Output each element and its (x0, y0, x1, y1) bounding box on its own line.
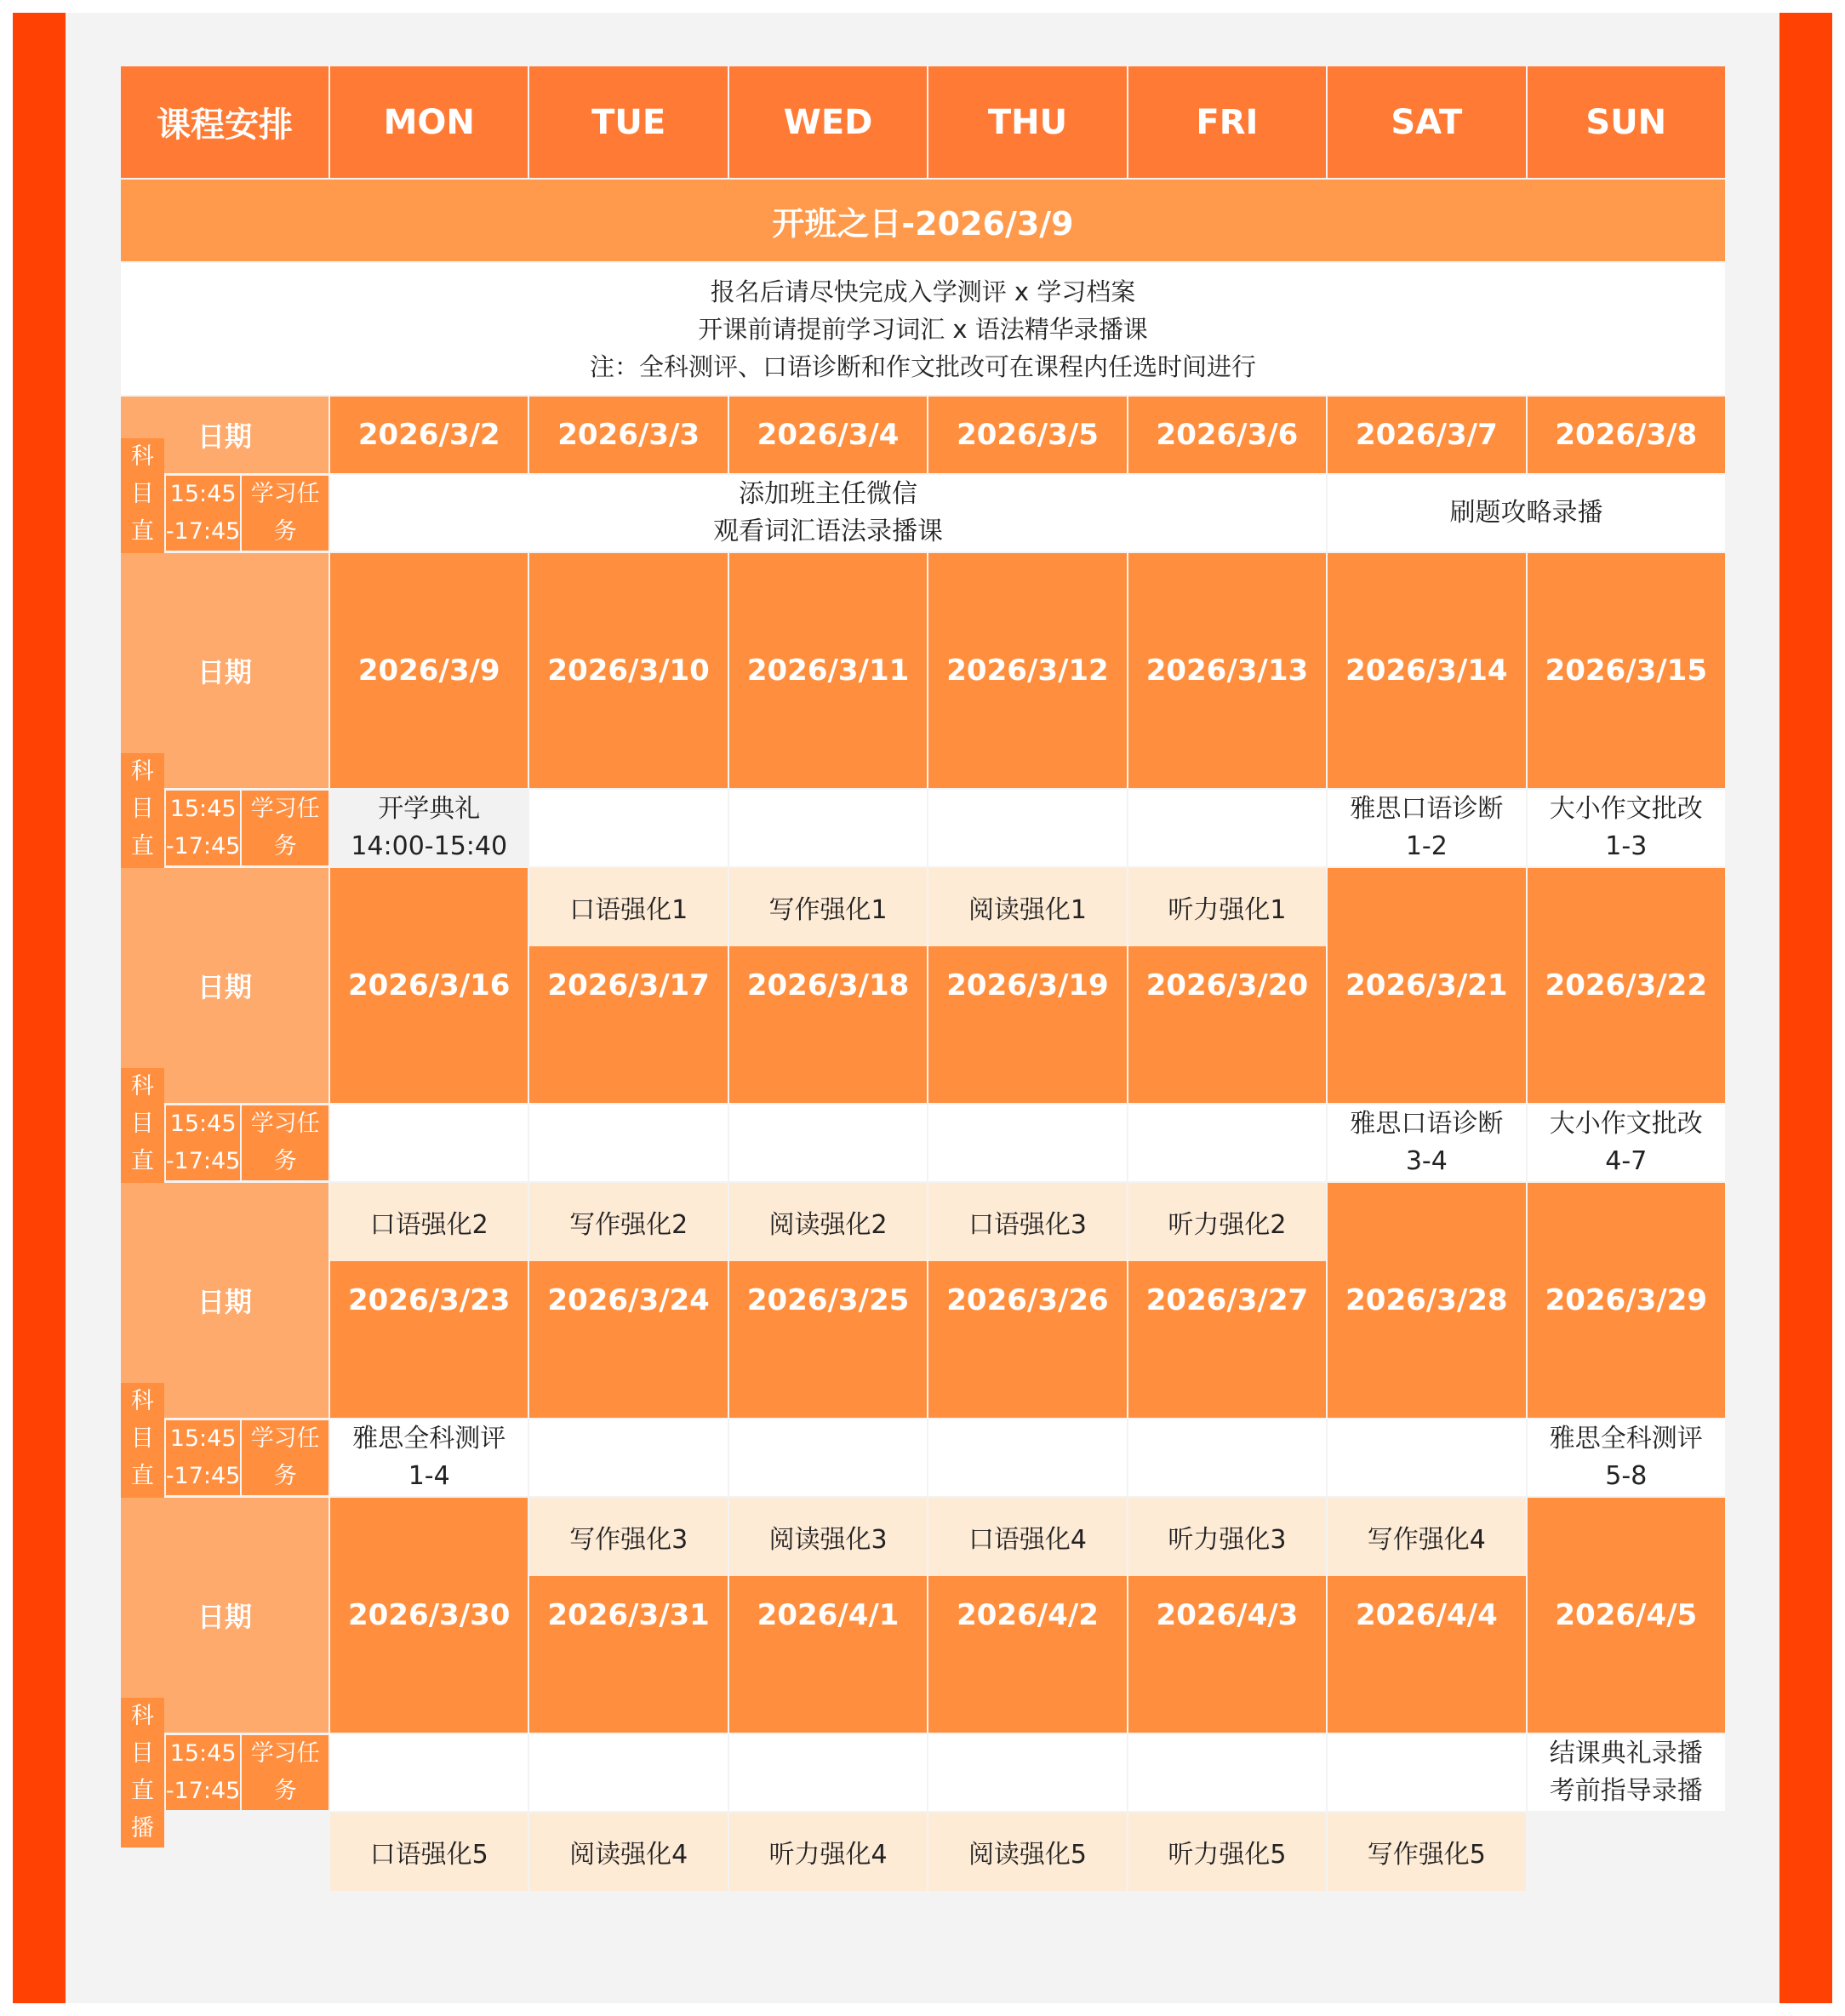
date-cell: 2026/4/5 (1528, 1498, 1725, 1733)
class-cell (928, 790, 1126, 925)
week-row-labels (121, 758, 328, 866)
class-cell (1128, 1419, 1326, 1555)
class-label: 写作强化1 (729, 868, 927, 946)
weekend-task-cell: 大小作文批改 4-7 (1528, 1105, 1725, 1181)
class-cell (729, 1734, 927, 1870)
date-cell: 2026/3/27 (1128, 1183, 1326, 1418)
left-accent-bar (13, 13, 66, 2003)
date-cell: 2026/4/4 (1328, 1498, 1525, 1733)
class-cell (529, 790, 727, 925)
class-label: 口语强化5 (330, 1813, 528, 1891)
date-cell: 2026/3/8 (1528, 397, 1725, 473)
header-tue: TUE (529, 66, 727, 178)
right-accent-bar (1779, 13, 1832, 2003)
class-cell (928, 1105, 1126, 1240)
time-label (166, 476, 241, 551)
task-label: 学习任务 (242, 1420, 328, 1495)
date-cell: 2026/3/12 (928, 553, 1126, 788)
class-label: 口语强化1 (529, 868, 727, 946)
date-label: 日期 (121, 397, 328, 473)
task-label: 学习任务 (242, 476, 328, 551)
date-label: 日期 (121, 1498, 328, 1733)
date-cell: 2026/3/6 (1128, 397, 1326, 473)
class-label: 阅读强化2 (729, 1183, 927, 1261)
pre-course-weekend-task: 刷题攻略录播 (1328, 475, 1725, 551)
class-label: 口语强化2 (330, 1183, 528, 1261)
note-line: 报名后请尽快完成入学测评 x 学习档案 (710, 277, 1136, 306)
time-label-text: 15:45 -17:45 (165, 481, 241, 545)
weekend-task-cell: 大小作文批改 1-3 (1528, 790, 1725, 866)
header-corner: 课程安排 (121, 66, 328, 178)
date-cell: 2026/3/28 (1328, 1183, 1525, 1418)
date-cell: 2026/4/1 (729, 1498, 927, 1733)
class-cell (729, 790, 927, 925)
opening-ceremony-cell: 开学典礼 14:00-15:40 (330, 790, 528, 866)
class-label: 口语强化4 (928, 1498, 1126, 1576)
date-cell: 2026/3/19 (928, 868, 1126, 1103)
date-cell: 2026/3/4 (729, 397, 927, 473)
date-cell: 2026/3/30 (330, 1498, 528, 1733)
week-row-labels (121, 1703, 328, 1842)
date-cell: 2026/3/9 (330, 553, 528, 788)
header-wed: WED (729, 66, 927, 178)
date-label: 日期 (121, 1183, 328, 1418)
subject-label-text: 科目 直播 (130, 1703, 154, 1842)
assessment-cell: 雅思全科测评 1-4 (330, 1419, 528, 1496)
task-label: 学习任务 (242, 791, 328, 865)
class-label: 口语强化3 (928, 1183, 1126, 1261)
class-cell (330, 1105, 528, 1240)
task-label: 学习任务 (242, 1105, 328, 1180)
time-label (166, 791, 241, 865)
date-cell: 2026/3/17 (529, 868, 727, 1103)
date-label: 日期 (121, 553, 328, 788)
class-label: 写作强化4 (1328, 1498, 1525, 1576)
class-cell (729, 1419, 927, 1555)
time-label (166, 1735, 241, 1810)
time-label (166, 1420, 241, 1495)
opening-banner: 开班之日-2026/3/9 (121, 180, 1725, 261)
class-label: 写作强化3 (529, 1498, 727, 1576)
date-cell: 2026/4/3 (1128, 1498, 1326, 1733)
week-row-labels (121, 1388, 328, 1496)
date-cell: 2026/3/15 (1528, 553, 1725, 788)
class-cell (529, 1734, 727, 1870)
pre-course-task: 添加班主任微信 观看词汇语法录播课 (330, 475, 1326, 551)
class-cell (1328, 1734, 1525, 1870)
date-cell: 2026/3/24 (529, 1183, 727, 1418)
date-cell: 2026/3/26 (928, 1183, 1126, 1418)
date-cell: 2026/3/14 (1328, 553, 1525, 788)
class-label: 写作强化2 (529, 1183, 727, 1261)
date-cell: 2026/3/2 (330, 397, 528, 473)
class-cell (529, 1419, 727, 1555)
schedule-table (121, 66, 1725, 1959)
date-cell: 2026/3/31 (529, 1498, 727, 1733)
class-cell (928, 1419, 1126, 1555)
date-cell: 2026/3/21 (1328, 868, 1525, 1103)
weekend-task-cell: 雅思口语诊断 3-4 (1328, 1105, 1525, 1181)
header-sat: SAT (1328, 66, 1525, 178)
assessment-cell: 雅思全科测评 5-8 (1528, 1419, 1725, 1496)
class-label: 听力强化2 (1128, 1183, 1326, 1261)
class-label: 阅读强化4 (529, 1813, 727, 1891)
header-mon: MON (330, 66, 528, 178)
date-cell: 2026/3/5 (928, 397, 1126, 473)
date-cell: 2026/3/13 (1128, 553, 1326, 788)
time-label (166, 1105, 241, 1180)
time-label-text: 15:45 -17:45 (165, 1740, 241, 1804)
date-cell: 2026/3/22 (1528, 868, 1725, 1103)
class-cell (1128, 1734, 1326, 1870)
class-label: 阅读强化3 (729, 1498, 927, 1576)
date-cell: 2026/3/29 (1528, 1183, 1725, 1418)
subject-label-text: 科目 直 (130, 1073, 154, 1174)
date-cell: 2026/3/23 (330, 1183, 528, 1418)
class-cell (529, 1105, 727, 1240)
week-row-labels (121, 1073, 328, 1181)
header-fri: FRI (1128, 66, 1326, 178)
class-cell (1328, 1419, 1525, 1555)
date-cell: 2026/3/25 (729, 1183, 927, 1418)
class-cell (1128, 790, 1326, 925)
time-label-text: 15:45 -17:45 (165, 1425, 241, 1489)
subject-label-text: 科目 直 (130, 1388, 154, 1489)
class-cell (1128, 1105, 1326, 1240)
class-label: 听力强化4 (729, 1813, 927, 1891)
class-label: 阅读强化1 (928, 868, 1126, 946)
header-sun: SUN (1528, 66, 1725, 178)
date-cell: 2026/3/3 (529, 397, 727, 473)
header-thu: THU (928, 66, 1126, 178)
class-cell (928, 1734, 1126, 1870)
week-row-labels (121, 443, 328, 551)
subject-label-text: 科目 直 (130, 758, 154, 860)
date-cell: 2026/3/20 (1128, 868, 1326, 1103)
notes-block (121, 263, 1725, 395)
subject-label (121, 1698, 164, 1848)
date-cell: 2026/3/7 (1328, 397, 1525, 473)
closing-ceremony-cell: 结课典礼录播 考前指导录播 (1528, 1734, 1725, 1811)
class-label: 阅读强化5 (928, 1813, 1126, 1891)
class-cell (729, 1105, 927, 1240)
date-cell: 2026/3/11 (729, 553, 927, 788)
time-label-text: 15:45 -17:45 (165, 796, 241, 860)
time-label-text: 15:45 -17:45 (165, 1111, 241, 1174)
date-cell: 2026/3/10 (529, 553, 727, 788)
weekend-task-cell: 雅思口语诊断 1-2 (1328, 790, 1525, 866)
class-label: 听力强化1 (1128, 868, 1326, 946)
task-label: 学习任务 (242, 1735, 328, 1810)
date-cell: 2026/3/18 (729, 868, 927, 1103)
note-line: 开课前请提前学习词汇 x 语法精华录播课 (698, 314, 1148, 344)
note-line: 注：全科测评、口语诊断和作文批改可在课程内任选时间进行 (589, 351, 1256, 381)
class-cell (330, 1734, 528, 1870)
date-cell: 2026/3/16 (330, 868, 528, 1103)
class-label: 听力强化5 (1128, 1813, 1326, 1891)
date-cell: 2026/4/2 (928, 1498, 1126, 1733)
subject-label-text: 科目 直 (130, 443, 154, 545)
date-label: 日期 (121, 868, 328, 1103)
class-label: 听力强化3 (1128, 1498, 1326, 1576)
class-label: 写作强化5 (1328, 1813, 1525, 1891)
